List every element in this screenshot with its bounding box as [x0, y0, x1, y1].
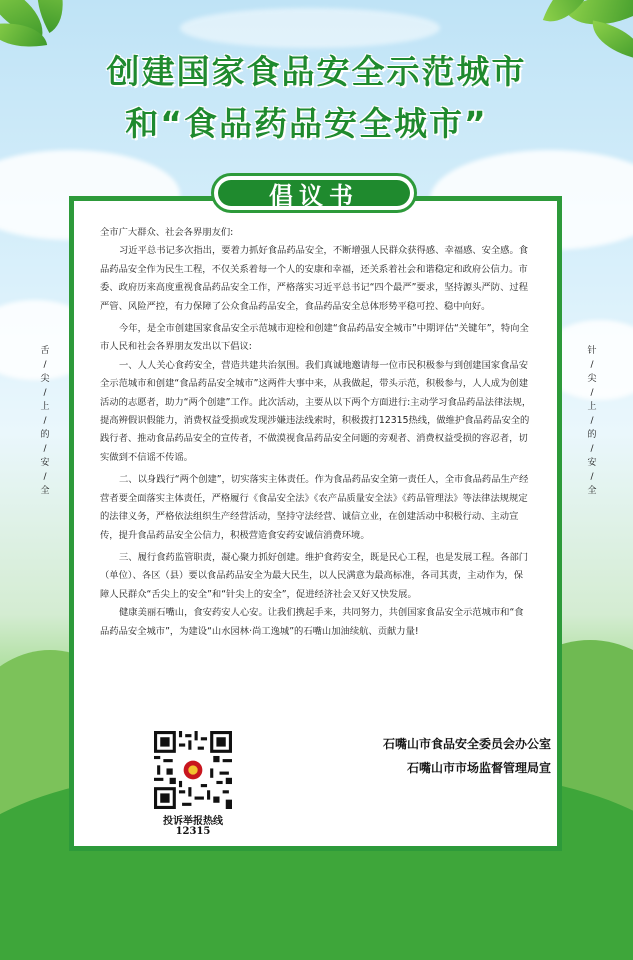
- paragraph: 今年，是全市创建国家食品安全示范城市迎检和创建“食品药品安全城市”中期评估“关键年”，特向全市人民和社会各界朋友发出以下倡议:: [100, 323, 529, 353]
- side-char: 全: [587, 486, 597, 496]
- paragraph: 三、履行食药监管职责，凝心聚力抓好创建。维护食药安全，既是民心工程，也是发展工程。各部门（单位）、各区（县）要以食品药品安全为最大民生，以人民满意为最高标准，各司其责，主动作为，保障人民群众“舌尖上的安全”和“针尖上的安全”，促进经济社会又好又快发展。: [100, 551, 529, 600]
- side-char: 的: [40, 430, 50, 440]
- side-separator: /: [43, 472, 47, 482]
- signature-org-2: 石嘴山市市场监督管理局宣: [406, 761, 551, 775]
- paragraph: 二、以身践行“两个创建”，切实落实主体责任。作为食品药品安全第一责任人，全市食品药品生产经营者要全面落实主体责任，严格履行《食品安全法》《农产品质量安全法》《药品管理法》等法律法规规定的法律义务，严格依法组织生产经营活动，坚持守法经营、诚信立业，在创建活动中积极行动、主动宣传，提升食品药品安全公信力，积极营造食安药安诚信消费环境。: [100, 474, 529, 541]
- qr-code-graphic: [154, 731, 232, 809]
- banner-label: 倡议书: [269, 181, 359, 210]
- side-char: 安: [587, 458, 597, 468]
- qr-code[interactable]: [154, 731, 232, 809]
- greeting: 全市广大群众、社会各界朋友们:: [100, 227, 234, 238]
- side-char: 安: [40, 458, 50, 468]
- side-char: 上: [40, 402, 50, 412]
- side-separator: /: [590, 472, 594, 482]
- side-char: 上: [587, 402, 597, 412]
- side-separator: /: [590, 388, 594, 398]
- side-separator: /: [43, 416, 47, 426]
- side-char: 舌: [40, 346, 50, 356]
- paragraph: 习近平总书记多次指出，要着力抓好食品药品安全，不断增强人民群众获得感、幸福感、安全感。食品药品安全作为民生工程，不仅关系着每一个人的安康和幸福，还关系着社会和谐稳定和政府公信力。市委、政府历来高度重视食品药品安全工作，严格落实习近平总书记“四个最严”要求，坚持源头严防、过程严管、风险严控，有力保障了公众食品药品安全，食品药品安全总体形势平稳可控、稳中向好。: [100, 245, 529, 312]
- side-separator: /: [590, 444, 594, 454]
- signature-org-1: 石嘴山市食品安全委员会办公室: [382, 737, 551, 751]
- side-text-left: [38, 342, 52, 500]
- side-separator: /: [590, 416, 594, 426]
- side-char: 尖: [40, 374, 50, 384]
- side-char: 针: [587, 346, 597, 356]
- side-char: 全: [40, 486, 50, 496]
- side-separator: /: [43, 388, 47, 398]
- hotline-label: 投诉举报热线: [163, 816, 223, 827]
- side-char: 尖: [587, 374, 597, 384]
- page-title-line2: 和“食品药品安全城市”: [125, 104, 488, 143]
- side-separator: /: [43, 360, 47, 370]
- side-separator: /: [43, 444, 47, 454]
- paragraph: 健康美丽石嘴山，食安药安人心安。让我们携起手来，共同努力，共创国家食品安全示范城市和“食品药品安全城市”，为建设“山水园林·尚工逸城”的石嘴山加油续航、贡献力量!: [100, 607, 524, 637]
- side-separator: /: [590, 360, 594, 370]
- proposal-banner: [211, 173, 417, 213]
- side-text-right: [585, 342, 599, 500]
- paragraph: 一、人人关心食药安全，营造共建共治氛围。我们真诚地邀请每一位市民积极参与到创建国家食品安全示范城市和创建“食品药品安全城市”这两件大事中来，从我做起，带头示范，积极参与，人人成为创建活动的志愿者，助力“两个创建”工作。此次活动，主要从以下两个方面进行:主动学习食品药品法律法规，提高辨假识假能力，消费权益受损或发现涉嫌违法线索时，积极拨打12315热线，做维护食品药品安全的践行者、推动食品药品安全的宣传者，不做漠视食品药品安全问题的旁观者、消费权益受损的容忍者，切实做到不信谣不传谣。: [100, 359, 532, 463]
- hotline-number: 12315: [175, 826, 211, 837]
- page-title-line1: 创建国家食品安全示范城市: [106, 52, 527, 91]
- letter-body: [100, 224, 532, 641]
- side-char: 的: [587, 430, 597, 440]
